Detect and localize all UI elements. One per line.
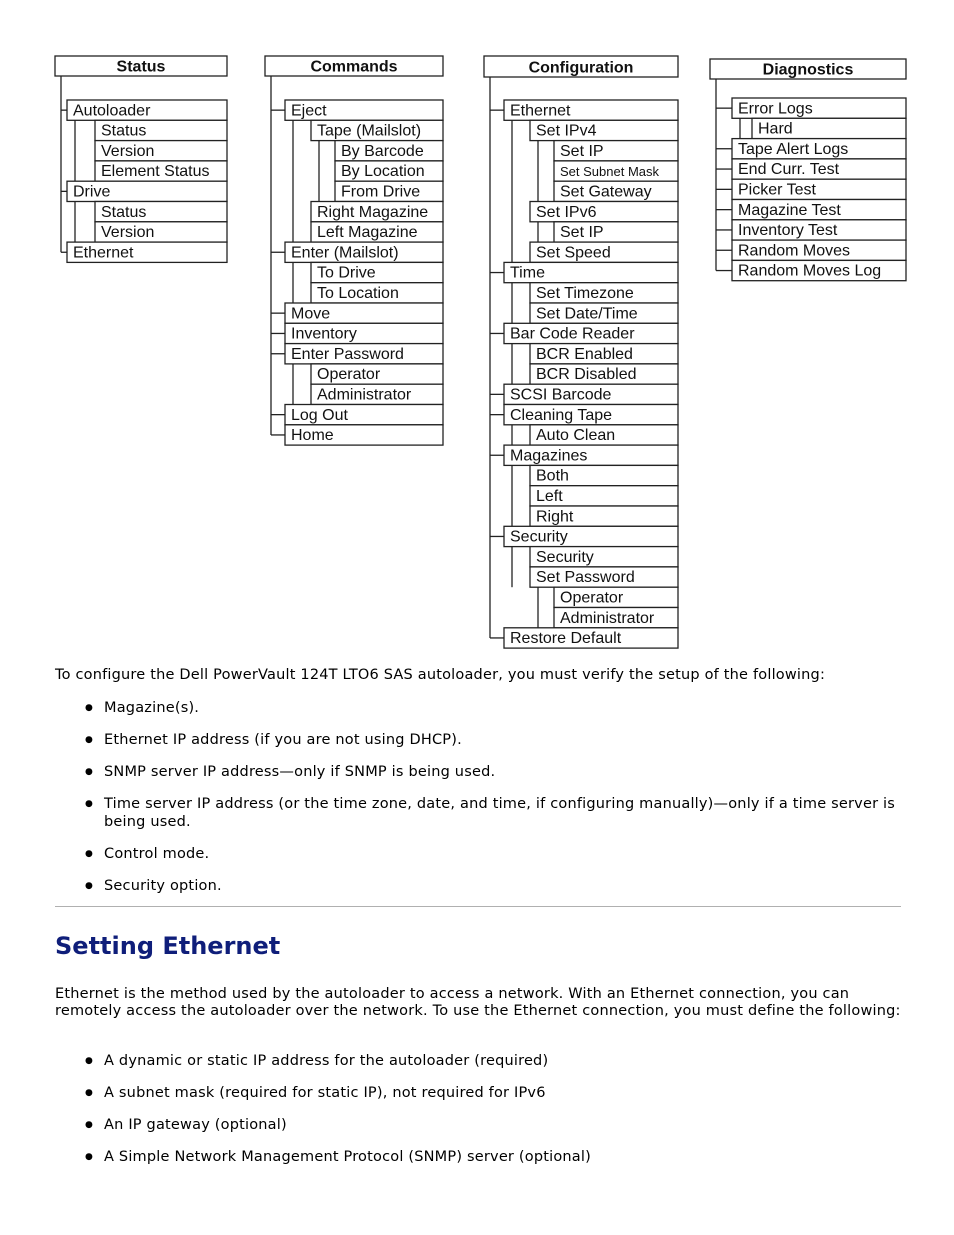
menu-node-label: Right Magazine	[317, 203, 429, 221]
menu-node-label: Set Gateway	[560, 183, 652, 201]
menu-node-label: Version	[101, 142, 155, 160]
menu-node-label: From Drive	[341, 183, 421, 201]
menu-node-label: By Barcode	[341, 142, 424, 160]
list-item: ● A dynamic or static IP address for the autoloader (required)	[55, 1052, 905, 1070]
intro-text: To configure the Dell PowerVault 124T LTO6 SAS autoloader, you must verify the setup of the following:	[55, 667, 826, 683]
menu-node-label: Magazine Test	[738, 201, 841, 219]
menu-node-label: Enter Password	[291, 345, 404, 363]
list-item: ● Control mode.	[55, 845, 905, 863]
menu-node-label: Random Moves Log	[738, 262, 882, 280]
menu-node-label: Error Logs	[738, 100, 813, 118]
menu-node-label: To Location	[317, 285, 399, 302]
menu-node-label: SCSI Barcode	[510, 386, 612, 404]
section-title: Setting Ethernet	[55, 932, 281, 960]
menu-node-label: Operator	[317, 366, 381, 384]
menu-node-label: BCR Enabled	[536, 345, 633, 363]
menu-node-label: Home	[291, 427, 334, 445]
menu-node-label: Log Out	[291, 406, 348, 424]
menu-node-label: Security	[536, 548, 594, 566]
list-item: ● Magazine(s).	[55, 699, 905, 717]
menu-node-label: Ethernet	[73, 244, 134, 262]
list-item: ● A Simple Network Management Protocol (SNMP) server (optional)	[55, 1148, 905, 1166]
menu-node-label: Administrator	[560, 609, 655, 627]
menu-node-label: Set IPv4	[536, 122, 597, 140]
menu-node-label: Autoloader	[73, 102, 151, 120]
menu-node-label: Eject	[291, 102, 327, 120]
menu-node-label: Set IP	[560, 224, 604, 242]
list-item: ● Ethernet IP address (if you are not using DHCP).	[55, 731, 905, 749]
menu-node-label: Left	[536, 488, 563, 505]
list-item: ● Security option.	[55, 877, 905, 895]
menu-node-label: Status	[101, 203, 147, 221]
menu-node-label: Restore Default	[510, 630, 622, 648]
menu-node-label: Picker Test	[738, 181, 816, 199]
section-paragraph: Ethernet is the method used by the autoloader to access a network. With an Ethernet connection, you can remotely access the autoloader over the network. To use the Ethernet connection, you must define the following:	[55, 986, 901, 1019]
menu-node-label: Element Status	[101, 163, 210, 181]
menu-node-label: Ethernet	[510, 102, 571, 120]
menu-node-label: Hard	[758, 120, 793, 138]
section-divider	[55, 906, 901, 907]
menu-node-label: Magazines	[510, 447, 588, 465]
configuration-header-label: Configuration	[528, 59, 634, 77]
setup-items-list	[55, 699, 905, 909]
menu-node-label: End Curr. Test	[738, 161, 840, 179]
menu-node-label: Auto Clean	[536, 427, 616, 445]
menu-node-label: Inventory	[291, 325, 357, 343]
menu-node-label: Cleaning Tape	[510, 406, 613, 424]
menu-node-label: Left Magazine	[317, 224, 418, 242]
menu-node-label: Inventory Test	[738, 222, 838, 240]
menu-node-label: Status	[101, 122, 147, 140]
menu-node-label: Drive	[73, 183, 111, 201]
menu-node-label: BCR Disabled	[536, 366, 637, 384]
menu-node-label: Set IPv6	[536, 203, 597, 221]
menu-node-label: Set Timezone	[536, 285, 634, 302]
menu-node-label: Set Date/Time	[536, 305, 638, 323]
menu-node-label: Right	[536, 508, 574, 526]
menu-node-label: Version	[101, 224, 155, 242]
menu-node-label: Operator	[560, 589, 624, 607]
menu-node-label: Move	[291, 305, 331, 323]
menu-node-label: Set Speed	[536, 244, 611, 262]
menu-node-label: Set Password	[536, 569, 635, 587]
status-header-label: Status	[116, 58, 166, 76]
menu-node-label: Bar Code Reader	[510, 325, 635, 343]
list-item: ● Time server IP address (or the time zone, date, and time, if configuring manually)—only if a time server is being used.	[55, 795, 905, 831]
menu-node-label: Time	[510, 264, 545, 282]
menu-node-label: Random Moves	[738, 242, 851, 260]
diagnostics-header-label: Diagnostics	[762, 61, 854, 79]
commands-header-label: Commands	[310, 58, 398, 76]
menu-node-label: By Location	[341, 163, 425, 181]
list-item: ● An IP gateway (optional)	[55, 1116, 905, 1134]
menu-node-label: Set IP	[560, 142, 604, 160]
list-item: ● A subnet mask (required for static IP), not required for IPv6	[55, 1084, 905, 1102]
menu-node-label: Enter (Mailslot)	[291, 244, 399, 262]
menu-node-label: Both	[536, 467, 569, 485]
menu-node-label: Security	[510, 528, 568, 546]
menu-node-label: Set Subnet Mask	[560, 164, 659, 180]
menu-node-label: Administrator	[317, 386, 412, 404]
menu-node-label: Tape Alert Logs	[738, 140, 849, 158]
list-item: ● SNMP server IP address—only if SNMP is being used.	[55, 763, 905, 781]
menu-node-label: To Drive	[317, 264, 376, 282]
menu-node-label: Tape (Mailslot)	[317, 122, 422, 140]
ethernet-requirements-list	[55, 1052, 905, 1180]
